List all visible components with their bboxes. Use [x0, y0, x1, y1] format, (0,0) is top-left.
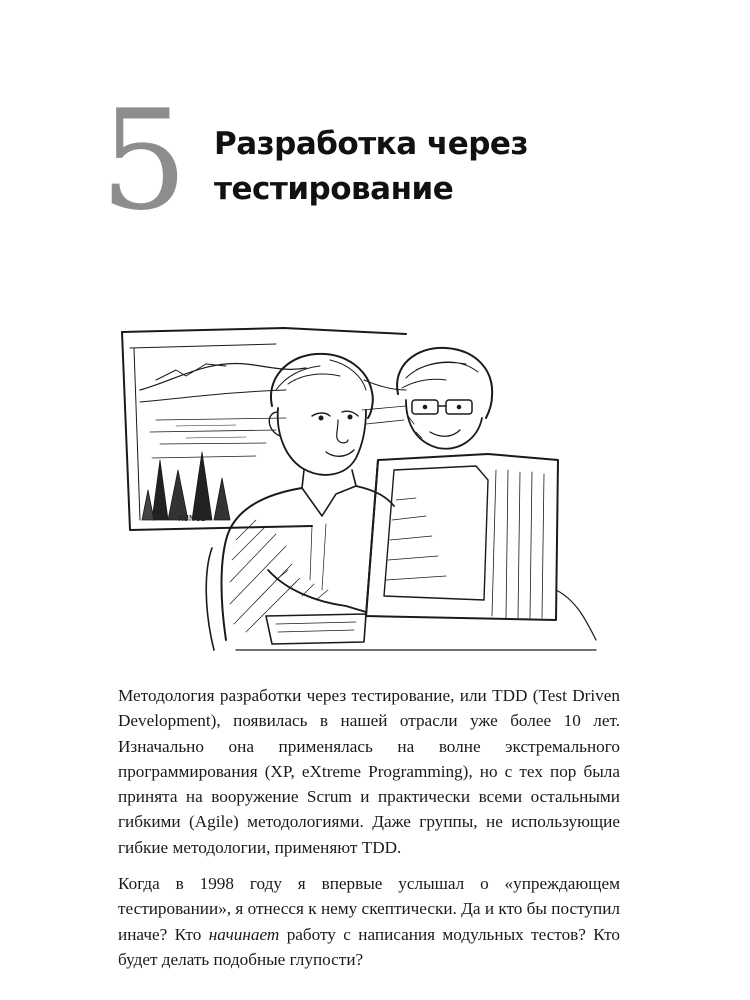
chapter-number: 5	[100, 80, 186, 241]
paragraph-2	[118, 871, 620, 972]
chapter-title	[214, 122, 654, 212]
paragraph-1: Методология разработки через тестирование, или TDD (Test Driven Development), появилась в нашей отрасли уже более 10 лет. Изначально она применялась на волне экстремального программирования (XP, eXtreme Programming), но с тех пор была принята на вооружение Scrum и практически всеми остальными гибкими (Agile) методологиями. Даже группы, не использующие гибкие методологии, применяют TDD.	[118, 686, 620, 857]
person-right	[397, 348, 492, 449]
paragraph-2-part-2: работу с написания модульных тестов? Кто будет делать подобные глупости?	[118, 924, 620, 969]
crt-monitor	[366, 454, 596, 640]
chapter-title-line-1: Разработка через	[214, 126, 528, 162]
artist-signature: KUNCE	[178, 514, 206, 523]
body-text	[118, 683, 620, 983]
paragraph-2-emphasis: начинает	[208, 924, 280, 944]
chair-back	[206, 548, 214, 650]
keyboard	[266, 614, 366, 644]
chapter-title-line-2: тестирование	[214, 171, 454, 207]
paragraph-2-part-1: Когда в 1998 году я впервые услышал о «упреждающем тестировании», я отнесся к нему скептически. Да и кто бы поступил иначе? Кто	[118, 874, 620, 944]
chapter-illustration	[116, 320, 636, 660]
